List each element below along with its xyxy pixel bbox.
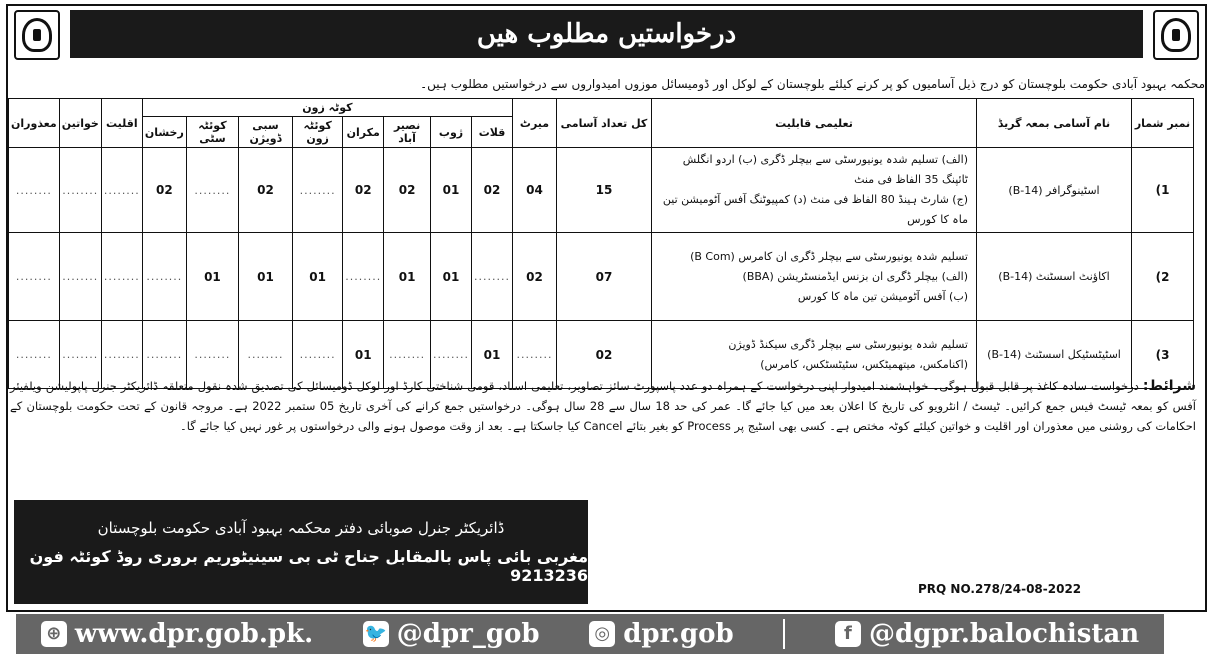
zone-cell: ........ — [431, 321, 472, 389]
address-box — [14, 500, 588, 604]
intro-text: محکمہ بہبود آبادی حکومت بلوچستان کو درج ذیل آسامیوں کو پر کرنے کیلئے بلوچستان کے لوکل اور ڈومیسائل موزوں امیدواروں سے درخواستیں مطلوب ہیں۔ — [420, 77, 1205, 91]
disabled-cell: ........ — [9, 233, 60, 321]
minority-cell: ........ — [101, 321, 142, 389]
zone-header: ژوب — [431, 117, 472, 148]
government-emblem-icon — [14, 10, 60, 60]
header-merit: میرٹ — [513, 99, 557, 148]
vacancy-table-body — [9, 148, 1194, 389]
conditions-label: شرائط: — [1142, 378, 1196, 394]
header-disabled: معذوران — [9, 99, 60, 148]
serial-cell: 3) — [1132, 321, 1194, 389]
merit-cell: 02 — [513, 233, 557, 321]
website-link[interactable]: www.dpr.gob.pk. — [74, 619, 314, 649]
instagram-item[interactable] — [589, 619, 733, 649]
header-total: کل تعداد آسامی — [557, 99, 652, 148]
zone-cell: 01 — [384, 233, 431, 321]
website-item[interactable] — [41, 619, 313, 649]
globe-icon: ⊕ — [41, 621, 67, 647]
zone-cell: ........ — [239, 321, 293, 389]
disabled-cell: ........ — [9, 321, 60, 389]
minority-cell: ........ — [101, 148, 142, 233]
zone-cell: 02 — [142, 148, 186, 233]
qualification-line: تسلیم شدہ یونیورسٹی سے بیچلر ڈگری ان کامرس (B Com) — [690, 249, 968, 263]
instagram-icon: ◎ — [589, 621, 615, 647]
minority-cell: ........ — [101, 233, 142, 321]
zone-header: قلات — [472, 117, 513, 148]
header-qualification: تعلیمی قابلیت — [652, 99, 977, 148]
address-line-2: مغربی بائی پاس بالمقابل جناح ٹی بی سینیٹوریم بروری روڈ کوئٹہ فون 9213236 — [29, 547, 588, 585]
zone-cell: 01 — [472, 321, 513, 389]
post-cell: اسٹیٹسٹیکل اسسٹنٹ (B-14) — [977, 321, 1132, 389]
conditions-text: درخواست سادہ کاغذ پر قابل قبول ہوگی۔ خواہشمند امیدوار اپنی درخواست کے ہمراہ دو عدد پاسپورٹ سائز تصاویر، تعلیمی اسناد، قومی شناختی کارڈ اور لوکل ڈومیسائل کی تصدیق شدہ نقول متعلقہ ڈائریکٹر جنرل پاپولیشن ویلفیئر آفس کو بمعہ ٹیسٹ فیس جمع کرائیں۔ ٹیسٹ / انٹرویو کی تاریخ کا اعلان بعد میں کیا جائے گا۔ عمر کی حد 18 سال سے 28 سال ہوگی۔ درخواستیں جمع کرانے کی آخری تاریخ 05 ستمبر 2022 ہے۔ مروجہ قانون کے تحت حکومت بلوچستان کے احکامات کی روشنی میں معذوران اور اقلیت و خواتین کیلئے کوٹہ مختص ہے۔ کسی بھی اسٹیج پر Process کو بغیر بتائے Cancel کیا جاسکتا ہے۔ بعد از وقت موصول ہونے والی درخواستوں پر غور نہیں کیا جائے گا۔ — [10, 379, 1196, 433]
twitter-icon: 🐦 — [363, 621, 389, 647]
divider — [783, 619, 785, 649]
merit-cell: 04 — [513, 148, 557, 233]
qualification-line: (ب) آفس آٹومیشن تین ماہ کا کورس — [797, 289, 968, 303]
zone-cell: ........ — [293, 148, 343, 233]
qualification-line: تسلیم شدہ یونیورسٹی سے بیچلر ڈگری سیکنڈ ڈویژن — [728, 337, 968, 351]
zone-cell: 01 — [293, 233, 343, 321]
header — [8, 6, 1205, 66]
facebook-icon: f — [835, 621, 861, 647]
qualification-line: (الف) بیچلر ڈگری ان بزنس ایڈمنسٹریشن (BBA) — [742, 269, 968, 283]
facebook-item[interactable] — [835, 619, 1139, 649]
zone-cell: ........ — [186, 321, 238, 389]
table-row — [9, 233, 1194, 321]
header-zone-quota: کوٹہ زون — [142, 99, 512, 117]
zone-cell: 02 — [239, 148, 293, 233]
serial-cell: 2) — [1132, 233, 1194, 321]
zone-cell: ........ — [142, 233, 186, 321]
zone-header: کوئٹہ زون — [293, 117, 343, 148]
post-cell: اکاؤنٹ اسسٹنٹ (B-14) — [977, 233, 1132, 321]
header-women: خواتین — [59, 99, 101, 148]
merit-cell: ........ — [513, 321, 557, 389]
zone-cell: 01 — [431, 148, 472, 233]
qualification-cell — [652, 233, 977, 321]
zone-header: مکران — [343, 117, 384, 148]
twitter-handle[interactable]: @dpr_gob — [396, 619, 540, 649]
conditions — [10, 376, 1196, 498]
zone-header: نصیر آباد — [384, 117, 431, 148]
qualification-line: (اکنامکس، میتھمیٹکس، سٹیٹسٹکس، کامرس) — [760, 357, 968, 371]
header-post: نام آسامی بمعہ گریڈ — [977, 99, 1132, 148]
zone-cell: ........ — [186, 148, 238, 233]
zone-cell: ........ — [472, 233, 513, 321]
serial-cell: 1) — [1132, 148, 1194, 233]
total-cell: 02 — [557, 321, 652, 389]
header-serial: نمبر شمار — [1132, 99, 1194, 148]
zone-cell: 02 — [384, 148, 431, 233]
balochistan-seal-icon — [1153, 10, 1199, 60]
zone-cell: ........ — [142, 321, 186, 389]
facebook-handle[interactable]: @dgpr.balochistan — [868, 619, 1140, 649]
vacancy-table — [8, 98, 1194, 389]
prq-number: PRQ NO.278/24-08-2022 — [918, 582, 1082, 596]
zone-header: رخشان — [142, 117, 186, 148]
zone-cell: 01 — [431, 233, 472, 321]
twitter-item[interactable] — [363, 619, 540, 649]
post-cell: اسٹینوگرافر (B-14) — [977, 148, 1132, 233]
footer-bar — [16, 614, 1164, 654]
total-cell: 15 — [557, 148, 652, 233]
zone-cell: 01 — [186, 233, 238, 321]
disabled-cell: ........ — [9, 148, 60, 233]
zone-cell: 01 — [343, 321, 384, 389]
zone-cell: ........ — [293, 321, 343, 389]
qualification-cell — [652, 148, 977, 233]
instagram-handle[interactable]: dpr.gob — [623, 619, 734, 649]
qualification-line: (الف) تسلیم شدہ یونیورسٹی سے بیچلر ڈگری (ب) اردو انگلش ٹائپنگ 35 الفاظ فی منٹ — [682, 153, 968, 186]
address-line-1: ڈائریکٹر جنرل صوبائی دفتر محکمہ بہبود آبادی حکومت بلوچستان — [97, 519, 505, 537]
total-cell: 07 — [557, 233, 652, 321]
women-cell: ........ — [59, 148, 101, 233]
zone-cell: ........ — [343, 233, 384, 321]
header-minority: اقلیت — [101, 99, 142, 148]
zone-cell: 02 — [343, 148, 384, 233]
table-row — [9, 148, 1194, 233]
zone-cell: ........ — [384, 321, 431, 389]
qualification-line: (ج) شارٹ ہینڈ 80 الفاظ فی منٹ (د) کمپیوٹنگ آفس آٹومیشن تین ماہ کا کورس — [662, 193, 968, 226]
women-cell: ........ — [59, 233, 101, 321]
page-title: درخواستیں مطلوب ھیں — [70, 10, 1143, 58]
zone-header: سبی ڈویژن — [239, 117, 293, 148]
women-cell: ........ — [59, 321, 101, 389]
zone-header: کوئٹہ سٹی — [186, 117, 238, 148]
zone-cell: 01 — [239, 233, 293, 321]
zone-cell: 02 — [472, 148, 513, 233]
